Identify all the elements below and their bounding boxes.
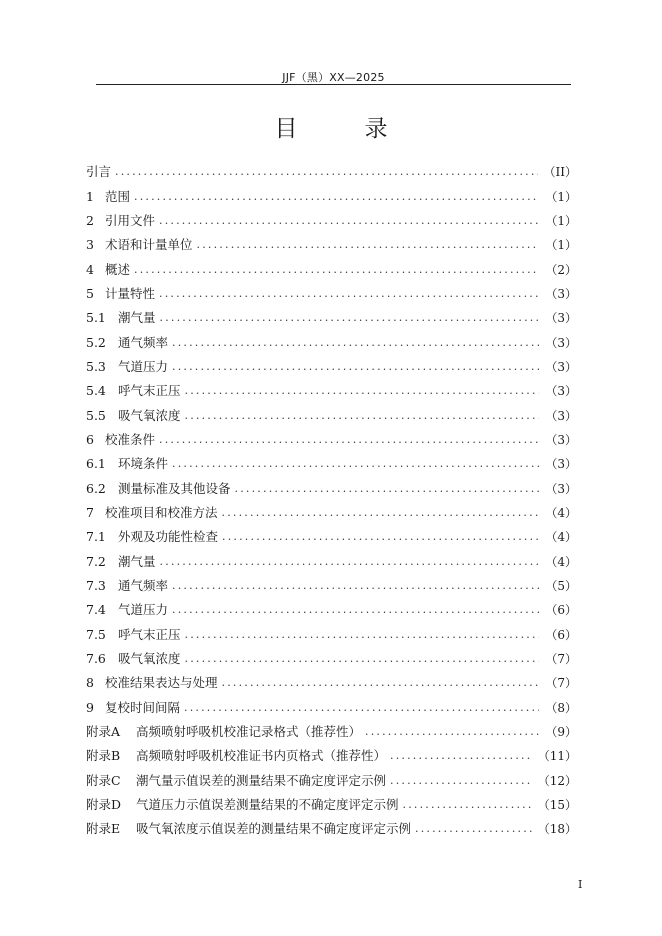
toc-entry-page: （4）: [545, 554, 577, 569]
toc-leader-dots: [390, 749, 532, 763]
toc-entry-page: （18）: [537, 822, 577, 837]
toc-entry-number: 2: [86, 212, 94, 228]
toc-entry-number: 3: [86, 237, 94, 253]
toc-entry-title: 复校时间间隔: [105, 699, 181, 715]
toc-leader-dots: [184, 701, 539, 715]
toc-entry[interactable]: [86, 355, 577, 379]
toc-leader-dots: [134, 190, 539, 204]
toc-entry[interactable]: [86, 623, 577, 647]
toc-leader-dots: [172, 603, 539, 617]
toc-leader-dots: [185, 384, 540, 398]
toc-leader-dots: [172, 457, 539, 471]
toc-entry-number: 1: [86, 188, 94, 204]
toc-entry-number: 附录A: [86, 724, 121, 740]
toc-leader-dots: [172, 360, 539, 374]
toc-entry-title: 高频喷射呼吸机校准记录格式（推荐性）: [136, 724, 362, 740]
toc-entry[interactable]: [86, 379, 577, 403]
toc-entry-page: （7）: [545, 652, 577, 667]
toc-entry-number: 6.2: [86, 480, 106, 496]
toc-entry-page: （9）: [545, 725, 577, 740]
toc-entry-title: 外观及功能性检查: [118, 529, 219, 545]
toc-entry[interactable]: [86, 160, 577, 184]
toc-entry-page: （8）: [545, 700, 577, 715]
toc-entry-title: 高频喷射呼吸机校准证书内页格式（推荐性）: [136, 748, 387, 764]
toc-entry-number: 5.4: [86, 383, 106, 399]
toc-leader-dots: [222, 676, 540, 690]
page-title: 目 录: [274, 116, 410, 142]
toc-entry-title: 测量标准及其他设备: [118, 480, 231, 496]
toc-entry[interactable]: [86, 550, 577, 574]
toc-entry-title: 范围: [105, 188, 131, 204]
toc-entry-title: 术语和计量单位: [105, 237, 193, 253]
toc-entry-page: （1）: [545, 189, 577, 204]
toc-leader-dots: [160, 311, 540, 325]
toc-entry[interactable]: [86, 330, 577, 354]
toc-leader-dots: [185, 409, 540, 423]
toc-entry-page: （3）: [545, 432, 577, 447]
running-header: [96, 66, 571, 85]
toc-leader-dots: [115, 165, 538, 179]
toc-entry-title: 气道压力: [118, 358, 169, 374]
toc-entry-number: 5.3: [86, 358, 106, 374]
toc-entry[interactable]: [86, 598, 577, 622]
toc-leader-dots: [222, 530, 539, 544]
toc-entry-page: （11）: [537, 749, 577, 764]
toc-entry-page: （4）: [545, 530, 577, 545]
toc-entry-number: 9: [86, 699, 94, 715]
toc-entry[interactable]: [86, 306, 577, 330]
toc-entry[interactable]: [86, 257, 577, 281]
toc-entry-number: 5.5: [86, 407, 106, 423]
toc-entry-title: 吸气氧浓度示值误差的测量结果不确定度评定示例: [136, 821, 412, 837]
toc-entry-number: 7.6: [86, 651, 106, 667]
toc-entry-page: （3）: [545, 408, 577, 423]
toc-entry[interactable]: [86, 184, 577, 208]
toc-leader-dots: [134, 263, 539, 277]
toc-entry-title: 校准条件: [105, 431, 156, 447]
toc-entry[interactable]: [86, 744, 577, 768]
toc-entry[interactable]: [86, 233, 577, 257]
toc-entry-title: 呼气末正压: [118, 626, 181, 642]
toc-entry-page: （2）: [545, 262, 577, 277]
toc-leader-dots: [390, 774, 532, 788]
toc-entry[interactable]: [86, 282, 577, 306]
toc-entry-title: 计量特性: [105, 285, 156, 301]
toc-entry-title: 校准结果表达与处理: [105, 675, 218, 691]
toc-entry-title: 吸气氧浓度: [118, 407, 181, 423]
toc-entry[interactable]: [86, 647, 577, 671]
toc-entry-title: 气道压力: [118, 602, 169, 618]
toc-entry-page: （15）: [537, 798, 577, 813]
toc-entry-page: （5）: [545, 579, 577, 594]
toc-entry-title: 通气频率: [118, 334, 169, 350]
toc-entry[interactable]: [86, 525, 577, 549]
toc-entry-title: 环境条件: [118, 456, 169, 472]
toc-entry-title: 概述: [105, 261, 131, 277]
table-of-contents: [86, 160, 577, 842]
toc-entry-title: 呼气末正压: [118, 383, 181, 399]
toc-entry-title: 潮气量: [118, 310, 156, 326]
toc-entry[interactable]: [86, 696, 577, 720]
toc-entry-title: 引言: [86, 164, 112, 180]
toc-entry[interactable]: [86, 428, 577, 452]
toc-entry-number: 5: [86, 285, 94, 301]
toc-entry[interactable]: [86, 769, 577, 793]
toc-leader-dots: [160, 555, 540, 569]
toc-entry-page: （6）: [545, 603, 577, 618]
toc-leader-dots: [403, 798, 532, 812]
toc-leader-dots: [172, 579, 539, 593]
toc-entry-page: （3）: [545, 481, 577, 496]
toc-entry-page: （3）: [545, 359, 577, 374]
toc-entry[interactable]: [86, 817, 577, 841]
toc-leader-dots: [222, 506, 540, 520]
toc-entry-number: 7: [86, 504, 94, 520]
document-code: JJF（黑）XX—2025: [282, 71, 385, 84]
toc-entry-page: （4）: [545, 505, 577, 520]
toc-entry-number: 6: [86, 431, 94, 447]
toc-entry-page: （3）: [545, 335, 577, 350]
toc-entry[interactable]: [86, 793, 577, 817]
toc-entry-page: （3）: [545, 286, 577, 301]
toc-entry-page: （3）: [545, 311, 577, 326]
toc-entry-page: （II）: [543, 165, 577, 180]
toc-entry[interactable]: [86, 452, 577, 476]
toc-entry-title: 引用文件: [105, 212, 156, 228]
toc-entry-number: 5.2: [86, 334, 106, 350]
toc-entry-number: 4: [86, 261, 94, 277]
toc-leader-dots: [159, 287, 539, 301]
page-number: I: [578, 878, 583, 891]
toc-entry-number: 6.1: [86, 456, 106, 472]
toc-entry-title: 吸气氧浓度: [118, 651, 181, 667]
toc-entry[interactable]: [86, 209, 577, 233]
toc-entry-number: 7.3: [86, 578, 106, 594]
toc-leader-dots: [159, 214, 539, 228]
toc-leader-dots: [159, 433, 539, 447]
toc-entry-page: （7）: [545, 676, 577, 691]
toc-entry-page: （1）: [545, 213, 577, 228]
toc-entry-number: 附录D: [86, 797, 122, 813]
toc-leader-dots: [185, 628, 540, 642]
toc-entry-title: 校准项目和校准方法: [105, 504, 218, 520]
toc-entry-number: 附录E: [86, 821, 121, 837]
toc-entry-number: 7.5: [86, 626, 106, 642]
toc-entry[interactable]: [86, 476, 577, 500]
toc-entry-page: （3）: [545, 384, 577, 399]
toc-entry-number: 7.4: [86, 602, 106, 618]
toc-entry[interactable]: [86, 501, 577, 525]
toc-leader-dots: [185, 652, 540, 666]
toc-entry-page: （3）: [545, 457, 577, 472]
toc-leader-dots: [365, 725, 539, 739]
toc-entry-number: 7.1: [86, 529, 106, 545]
toc-entry-number: 5.1: [86, 310, 106, 326]
toc-entry[interactable]: [86, 574, 577, 598]
toc-leader-dots: [172, 336, 539, 350]
toc-entry[interactable]: [86, 720, 577, 744]
toc-entry[interactable]: [86, 403, 577, 427]
toc-entry-title: 气道压力示值误差测量结果的不确定度评定示例: [136, 797, 399, 813]
toc-entry-number: 8: [86, 675, 94, 691]
toc-entry-page: （1）: [545, 238, 577, 253]
toc-leader-dots: [197, 238, 540, 252]
toc-entry[interactable]: [86, 671, 577, 695]
toc-entry-number: 附录B: [86, 748, 121, 764]
toc-leader-dots: [415, 822, 532, 836]
toc-entry-page: （12）: [537, 773, 577, 788]
toc-entry-page: （6）: [545, 627, 577, 642]
toc-leader-dots: [235, 482, 540, 496]
toc-entry-title: 潮气量: [118, 553, 156, 569]
toc-entry-number: 附录C: [86, 772, 121, 788]
toc-entry-title: 潮气量示值误差的测量结果不确定度评定示例: [136, 772, 387, 788]
toc-entry-number: 7.2: [86, 553, 106, 569]
toc-entry-title: 通气频率: [118, 578, 169, 594]
